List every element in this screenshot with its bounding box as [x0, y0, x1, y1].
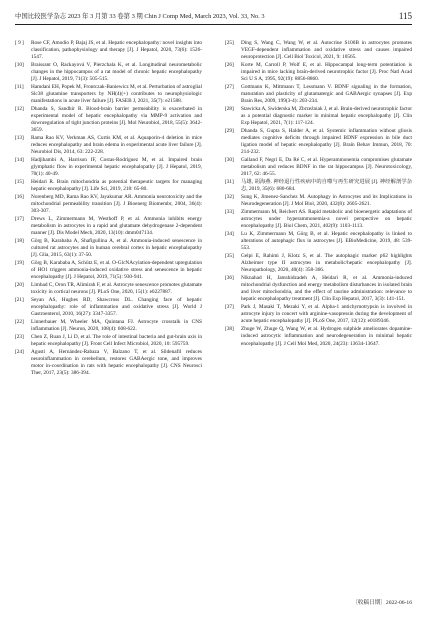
reference-item	[225, 231, 412, 252]
reference-number: [28]	[225, 106, 234, 113]
reference-item	[15, 334, 202, 348]
reference-number: [14]	[15, 157, 24, 164]
received-date: 〔收稿日期〕2022-06-16	[352, 600, 412, 606]
journal-info: 中国比较医学杂志 2023 年 3 月第 33 卷第 3 期 Chin J Comp Med, March 2023, Vol. 33, No. 3	[15, 13, 265, 20]
reference-text: Chen Z, Ruan J, Li D, et al. The role of intestinal bacteria and gut-brain axis in hepatic encephalopathy [J]. Front Cell Infect Microbiol, 2020, 10: 595759.	[31, 334, 202, 348]
references-right-column	[225, 40, 412, 348]
reference-number: [20]	[15, 282, 24, 289]
reference-number: [ 9 ]	[15, 40, 24, 46]
reference-text: Galland F, Negri E, Da Ré C, et al. Hyperammonemia compromises glutamate metabolism and reduces BDNF in the rat hippocampus [J]. Neurotoxicology, 2017, 62: 46-55.	[241, 157, 412, 178]
reference-number: [18]	[15, 238, 24, 245]
reference-number: [16]	[15, 194, 24, 201]
reference-text: Hamdani EH, Popek M, Frontczak-Baniewicz M, et al. Perturbation of astroglial Slc38 glutamine transporters by NH(4)(+) contributes to neurophysiologic manifestations in acute liver failure [J]. FASEB J, 2021, 35(7): e21588.	[31, 84, 202, 105]
reference-text: Braissant O, Rackayová V, Pierzchala K, et al. Longitudinal neurometabolic changes in the hippocampus of a rat model of chronic hepatic encephalopathy [J]. J Hepatol, 2019, 71(3): 505-515.	[31, 62, 202, 83]
reference-text: 马雄, 胡海燕. 神经退行性疾病中的自噬与再生研究进展 [J]. 神经解剖学杂志, 2019, 35(6): 680-684.	[241, 179, 412, 193]
reference-text: Dhanda S, Gupta S, Halder A, et al. Systemic inflammation without gliosis mediates cognitive deficits through impaired BDNF expression in bile duct ligation model of hepatic encephalopathy [J]. Brain Behav Immun, 2018, 70: 214-232.	[241, 128, 412, 156]
reference-item	[15, 349, 202, 377]
reference-number: [12]	[15, 106, 24, 113]
reference-text: Agustí A, Hernández-Rabaza V, Balzano T, et al. Sildenafil reduces neuroinflammation in cerebellum, restores GABAergic tone, and improves motor in-coordination in rats with hepatic encephalopathy [J]. CNS Neurosci Ther, 2017, 23(5): 386-394.	[31, 349, 202, 377]
reference-text: Gottmann K, Mittmann T, Lessmann V. BDNF signaling in the formation, maturation and plasticity of glutamatergic and GABAergic synapses [J]. Exp Brain Res, 2009, 199(3-4): 203-234.	[241, 84, 412, 105]
reference-number: [13]	[15, 135, 24, 142]
reference-text: Seyan AS, Hughes RD, Shawcross DL. Changing face of hepatic encephalopathy: role of inflammation and oxidative stress [J]. World J Gastroenterol, 2010, 16(27): 3347-3357.	[31, 297, 202, 318]
reference-item	[15, 282, 202, 296]
reference-item	[225, 304, 412, 325]
reference-item	[225, 40, 412, 61]
reference-item	[15, 84, 202, 105]
reference-item	[15, 260, 202, 281]
reference-item	[225, 326, 412, 347]
reference-number: [22]	[15, 319, 24, 326]
reference-item	[225, 253, 412, 274]
reference-item	[15, 106, 202, 134]
reference-item	[225, 179, 412, 193]
reference-text: Sung K, Jimenez-Sanchez M. Autophagy in Astrocytes and its Implications in Neurodegeneration [J]. J Mol Biol, 2020, 432(8): 2605-2621.	[241, 194, 412, 208]
reference-text: Zimmermann M, Reichert AS. Rapid metabolic and bioenergetic adaptations of astrocytes under hyperammonemia-a novel perspective on hepatic encephalopathy [J]. Biol Chem, 2021, 402(9): 1103-1113.	[241, 209, 412, 230]
reference-number: [29]	[225, 128, 234, 135]
reference-number: [25]	[225, 40, 234, 46]
reference-text: Görg B, Karababa A, Shafigullina A, et al. Ammonia-induced senescence in cultured rat astrocytes and in human cerebral cortex in hepatic encephalopathy [J]. Glia, 2015, 63(1): 37-50.	[31, 238, 202, 259]
reference-item	[15, 62, 202, 83]
reference-number: [21]	[15, 297, 24, 304]
reference-text: Park J, Masaki T, Mezaki Y, et al. Alpha-1 antichymotrypsin is involved in astrocyte injury in concert with arginine-vasopressin during the development of acute hepatic encephalopathy [J]. PLoS One, 2017, 12(12): e0189346.	[241, 304, 412, 325]
reference-item	[225, 84, 412, 105]
reference-text: Hadjihambi A, Harrison IF, Costas-Rodríguez M, et al. Impaired brain glymphatic flow in experimental hepatic encephalopathy [J]. J Hepatol, 2019, 70(1): 40-49.	[31, 157, 202, 178]
reference-number: [38]	[225, 326, 234, 333]
reference-text: Linnerbauer M, Wheeler MA, Quintana FJ. Astrocyte crosstalk in CNS inflammation [J]. Neuron, 2020, 108(4): 608-622.	[31, 319, 202, 333]
reference-item	[15, 40, 202, 61]
reference-item	[225, 157, 412, 178]
reference-item	[15, 157, 202, 178]
reference-number: [10]	[15, 62, 24, 69]
reference-item	[15, 297, 202, 318]
reference-number: [35]	[225, 253, 234, 260]
reference-text: Drews L, Zimmermann M, Westhoff P, et al. Ammonia inhibits energy metabolism in astrocytes in a rapid and glutamate dehydrogenase 2-dependent manner [J]. Dis Model Mech, 2020, 13(10): dmm047134.	[31, 216, 202, 237]
reference-text: Gelpi E, Rahimi J, Klotz S, et al. The autophagic marker p62 highlights Alzheimer type II astrocytes in metabolic/hepatic encephalopathy [J]. Neuropathology, 2020, 40(4): 358-366.	[241, 253, 412, 274]
references-left-column	[15, 40, 202, 378]
reference-text: Korte M, Carroll P, Wolf E, et al. Hippocampal long-term potentiation is impaired in mice lacking brain-derived neurotrophic factor [J]. Proc Natl Acad Sci U S A, 1995, 92(19): 8856-8860.	[241, 62, 412, 83]
reference-item	[15, 179, 202, 193]
reference-number: [36]	[225, 275, 234, 282]
reference-item	[225, 209, 412, 230]
reference-item	[225, 128, 412, 156]
reference-item	[225, 62, 412, 83]
reference-text: Rama Rao KV, Verkman AS, Curtis KM, et al. Aquaporin-4 deletion in mice reduces encephalopathy and brain edema in experimental acute liver failure [J]. Neurobiol Dis, 2014, 63: 222-228.	[31, 135, 202, 156]
reference-text: Zhuge W, Zhuge Q, Wang W, et al. Hydrogen sulphide ameliorates dopamine-induced astrocytic inflammation and neurodegeneration in minimal hepatic encephalopathy [J]. J Cell Mol Med, 2020, 24(23): 13634-13647.	[241, 326, 412, 347]
reference-item	[15, 194, 202, 215]
reference-number: [30]	[225, 157, 234, 164]
reference-number: [37]	[225, 304, 234, 311]
page-number: 115	[398, 11, 412, 21]
reference-item	[225, 106, 412, 127]
reference-text: Lu K, Zimmermann M, Görg B, et al. Hepatic encephalopathy is linked to alterations of autophagic flux in astrocytes [J]. EBioMedicine, 2019, 48: 539-553.	[241, 231, 412, 252]
reference-text: Görg B, Karababa A, Schütz E, et al. O-GlcNAcylation-dependent upregulation of HO1 triggers ammonia-induced oxidative stress and senescence in hepatic encephalopathy [J]. J Hepatol, 2019, 71(5): 930-941.	[31, 260, 202, 281]
reference-number: [17]	[15, 216, 24, 223]
reference-text: Limbad C, Oron TR, Alimirah F, et al. Astrocyte senescence promotes glutamate toxicity in cortical neurons [J]. PLoS One, 2020, 15(1): e0227887.	[31, 282, 202, 296]
reference-number: [27]	[225, 84, 234, 91]
reference-text: Norenberg MD, Rama Rao KV, Jayakumar AR. Ammonia neurotoxicity and the mitochondrial permeability transition [J]. J Bioenerg Biomembr, 2004, 36(4): 303-307.	[31, 194, 202, 215]
running-header	[15, 10, 412, 25]
reference-text: Rose CF, Amodio P, Bajaj JS, et al. Hepatic encephalopathy: novel insights into classification, pathophysiology and therapy [J]. J Hepatol, 2020, 73(6): 1526-1547.	[31, 40, 202, 61]
reference-item	[15, 135, 202, 156]
reference-item	[15, 238, 202, 259]
reference-item	[225, 275, 412, 303]
reference-number: [23]	[15, 334, 24, 341]
reference-text: Stawicka A, Swiderska M, Zbrzeźniak J, et al. Brain-derived neurotrophic factor as a potential diagnostic marker in minimal hepatic encephalopathy [J]. Clin Exp Hepatol, 2021, 7(1): 117-124.	[241, 106, 412, 127]
reference-text: Niknahad H, Jamshidzadeh A, Heidari R, et al. Ammonia-induced mitochondrial dysfunction and energy metabolism disturbances in isolated brain and liver mitochondria, and the effect of taurine administration: relevance to hepatic encephalopathy treatment [J]. Clin Exp Hepatol, 2017, 3(3): 141-151.	[241, 275, 412, 303]
reference-text: Dhanda S, Sandhir R. Blood-brain barrier permeability is exacerbated in experimental model of hepatic encephalopathy via MMP-9 activation and downregulation of tight junction proteins [J]. Mol Neurobiol, 2018, 55(5): 3642-3659.	[31, 106, 202, 134]
reference-number: [19]	[15, 260, 24, 267]
reference-number: [33]	[225, 209, 234, 216]
reference-item	[15, 319, 202, 333]
reference-number: [31]	[225, 179, 234, 186]
reference-text: Heidari R. Brain mitochondria as potential therapeutic targets for managing hepatic encephalopathy [J]. Life Sci, 2019, 218: 65-80.	[31, 179, 202, 193]
reference-number: [15]	[15, 179, 24, 186]
reference-text: Ding S, Wang C, Wang W, et al. Autocrine S100B in astrocytes promotes VEGF-dependent inflammation and oxidative stress and causes impaired neuroprotection [J]. Cell Biol Toxicol, 2021, 9: 10565.	[241, 40, 412, 61]
reference-number: [26]	[225, 62, 234, 69]
reference-number: [32]	[225, 194, 234, 201]
reference-number: [34]	[225, 231, 234, 238]
reference-item	[15, 216, 202, 237]
reference-number: [11]	[15, 84, 24, 91]
reference-number: [24]	[15, 349, 24, 356]
reference-item	[225, 194, 412, 208]
